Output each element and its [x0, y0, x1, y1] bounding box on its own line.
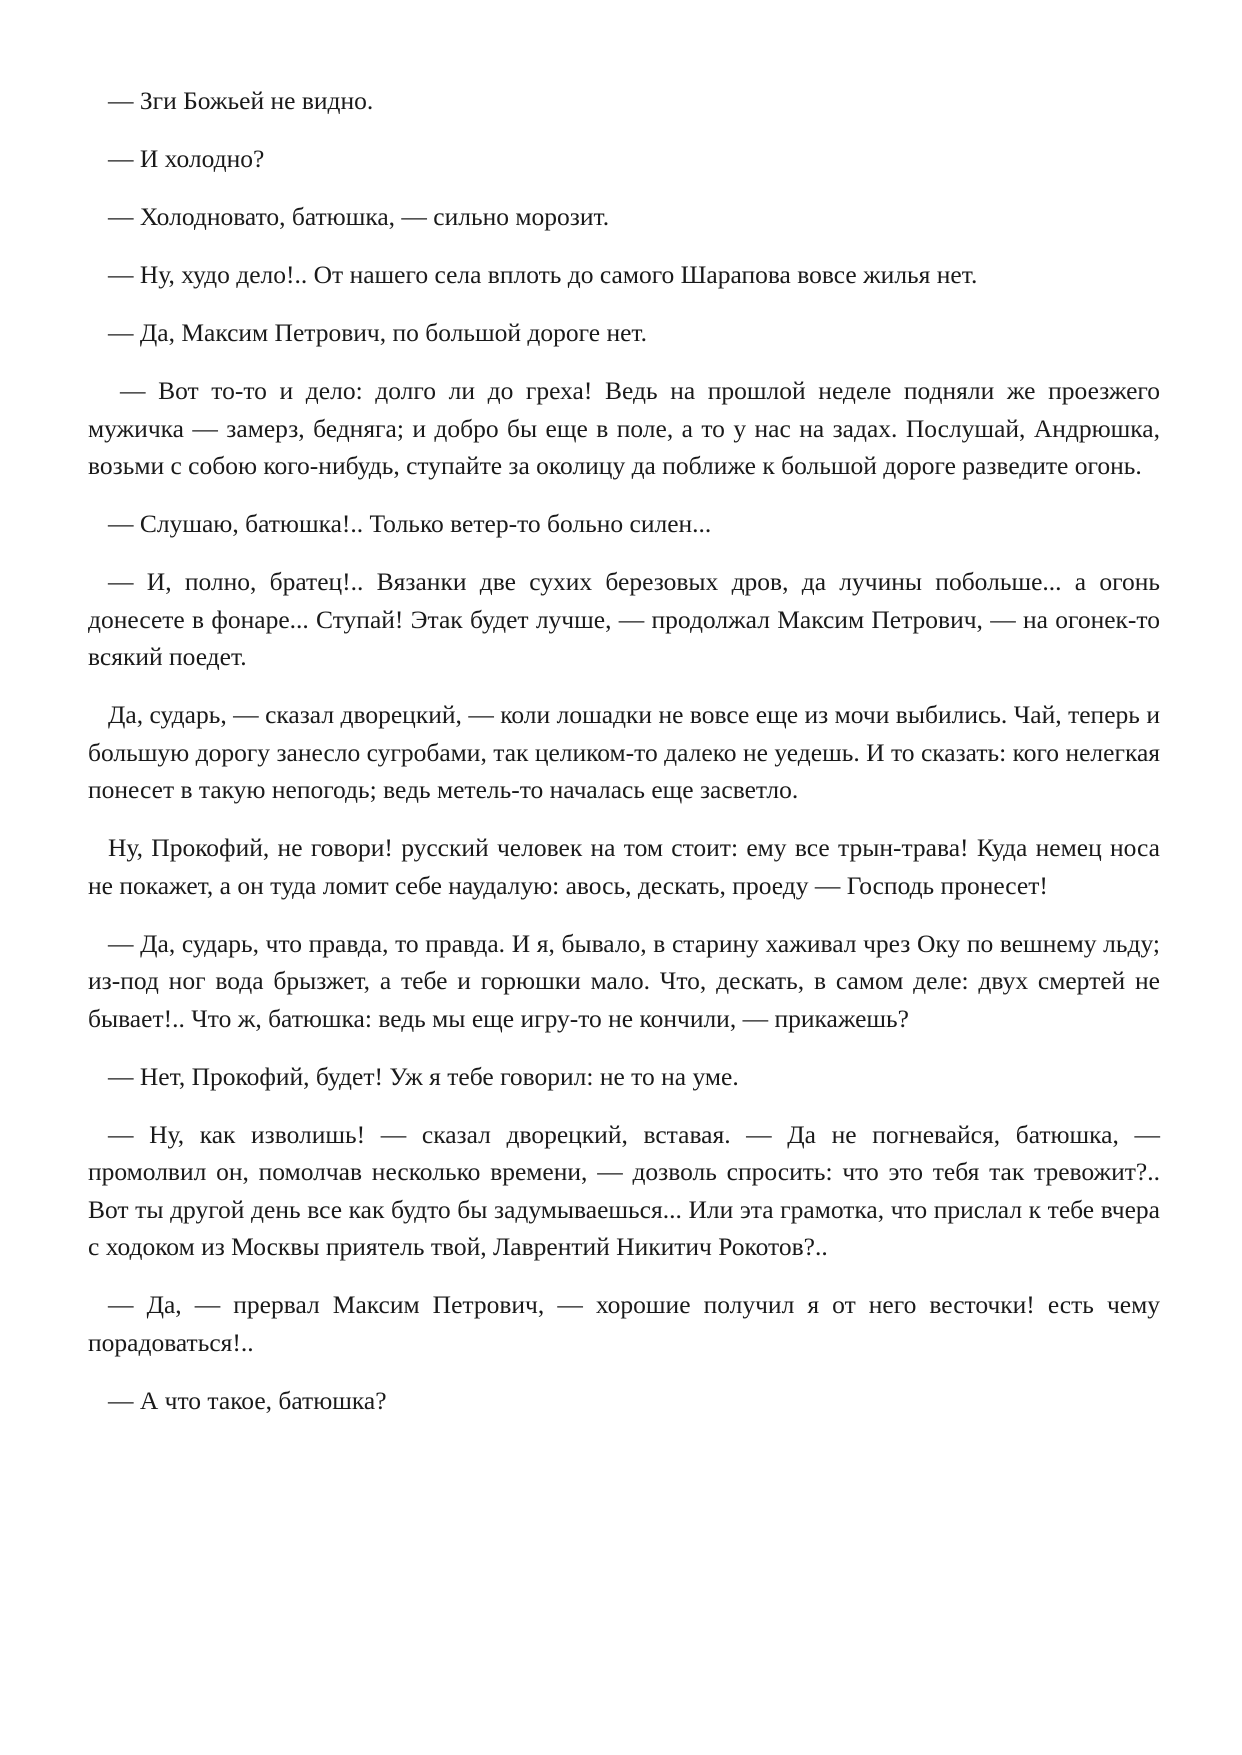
paragraph: — И холодно?	[108, 144, 265, 173]
paragraph: — Нет, Прокофий, будет! Уж я тебе говорил: не то на уме.	[108, 1061, 739, 1091]
paragraph: — Да, сударь, что правда, то правда. И я, бывало, в старину хаживал чрез Оку по вешнему льду; из-под ног вода брызжет, а тебе и горюшки мало. Что, дескать, в самом деле: двух смертей не бывает!.. Что ж, батюшка: ведь мы еще игру-то не кончили, — прикажешь?	[88, 928, 1160, 1033]
document-body	[88, 82, 1160, 1440]
paragraph: — Вот то-то и дело: долго ли до греха! Ведь на прошлой неделе подняли же проезжего мужичка — замерз, бедняга; и добро бы еще в поле, а то у нас на задах. Послушай, Андрюшка, возьми с собою кого-нибудь, ступайте за околицу да поближе к большой дороге разведите огонь.	[88, 376, 1160, 480]
paragraph: — И, полно, братец!.. Вязанки две сухих березовых дров, да лучины побольше... а огонь донесете в фонаре... Ступай! Этак будет лучше, — продолжал Максим Петрович, — на огонек-то всякий поедет.	[88, 567, 1160, 671]
paragraph: — А что такое, батюшка?	[108, 1385, 387, 1415]
paragraph: Ну, Прокофий, не говори! русский человек на том стоит: ему все трын-трава! Куда немец носа не покажет, а он туда ломит себе наудалую: авось, дескать, проеду — Господь пронесет!	[88, 833, 1160, 900]
paragraph: — Холодновато, батюшка, — сильно морозит.	[108, 202, 610, 231]
paragraph: — Да, — прервал Максим Петрович, — хорошие получил я от него весточки! есть чему порадоваться!..	[88, 1290, 1160, 1357]
paragraph: — Да, Максим Петрович, по большой дороге нет.	[108, 318, 648, 347]
paragraph: — Ну, как изволишь! — сказал дворецкий, вставая. — Да не погневайся, батюшка, — промолвил он, помолчав несколько времени, — дозволь спросить: что это тебя так тревожит?.. Вот ты другой день все как будто бы задумываешься... Или эта грамотка, что прислал к тебе вчера с ходоком из Москвы приятель твой, Лаврентий Никитич Рокотов?..	[88, 1119, 1160, 1261]
paragraph: Да, сударь, — сказал дворецкий, — коли лошадки не вовсе еще из мочи выбились. Чай, теперь и большую дорогу занесло сугробами, так целиком-то далеко не уедешь. И то сказать: кого нелегкая понесет в такую непогодь; ведь метель-то началась еще засветло.	[88, 700, 1160, 804]
paragraph: — Слушаю, батюшка!.. Только ветер-то больно силен...	[108, 509, 712, 538]
paragraph: — Ну, худо дело!.. От нашего села вплоть до самого Шарапова вовсе жилья нет.	[108, 260, 978, 289]
paragraph: — Зги Божьей не видно.	[108, 86, 374, 115]
